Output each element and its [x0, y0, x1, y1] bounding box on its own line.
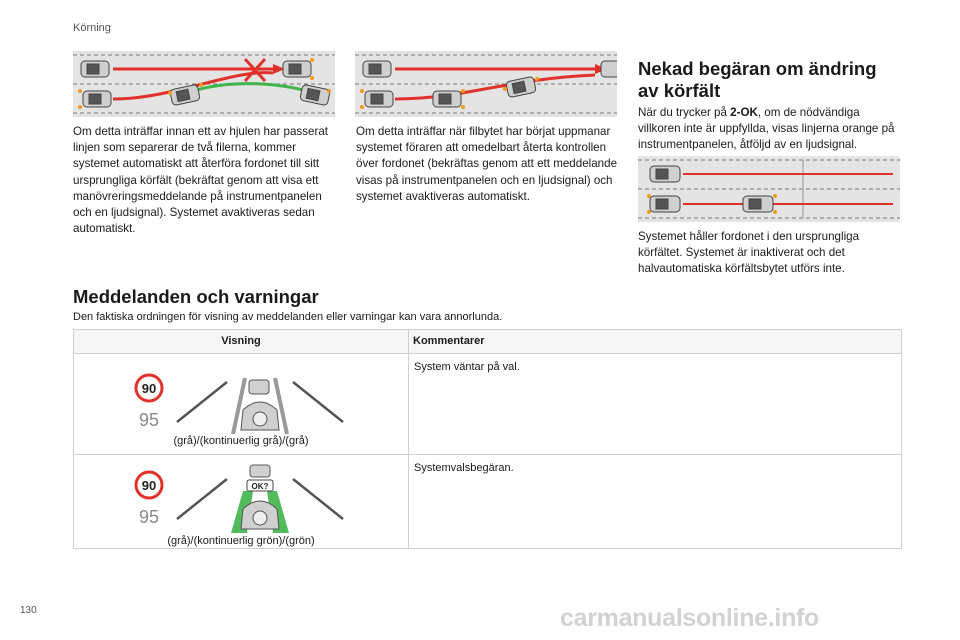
- car-icon: [650, 196, 680, 212]
- car-icon: [170, 84, 201, 105]
- car-icon: [365, 91, 393, 107]
- car-icon: [283, 61, 311, 77]
- page-number: 130: [20, 605, 37, 616]
- table-header-display: Visning: [74, 330, 408, 353]
- intro-text: När du trycker på: [638, 106, 731, 119]
- display-comment: Systemvalsbegäran.: [414, 462, 514, 474]
- ok-key-label: 2-OK: [730, 106, 758, 119]
- table-row: [74, 354, 901, 454]
- figure-driver-takeover: [355, 51, 617, 117]
- messages-subtitle: Den faktiska ordningen för visning av meddelanden eller varningar kan vara annorlunda.: [73, 311, 503, 323]
- table-header-comments: Kommentarer: [408, 330, 901, 353]
- lane-return-illustration: [73, 51, 335, 117]
- car-icon: [300, 84, 331, 105]
- car-icon: [743, 196, 773, 212]
- refused-lane-change-title: Nekad begäran om ändring av körfält: [638, 58, 877, 101]
- car-icon: [433, 91, 461, 107]
- figure-lane-return: [73, 51, 335, 117]
- car-rear-icon: [241, 380, 279, 430]
- display-caption: (grå)/(kontinuerlig grå)/(grå): [173, 435, 309, 447]
- section-label: Körning: [73, 22, 111, 34]
- lane-return-paragraph: Om detta inträffar innan ett av hjulen har passerat linjen som separerar de två filerna, kommer systemet automatiskt att återföra fordonet till sitt ursprungliga körfält (bekräftat genom att visa ett manövreringsmeddelande på instrumentpanelen och en ljudsignal). Systemet avaktiveras sedan automatiskt.: [73, 125, 328, 236]
- driver-takeover-illustration: [355, 51, 617, 117]
- car-icon: [601, 61, 617, 77]
- refused-lane-change-illustration: [638, 156, 900, 222]
- speed-limit-value: 90: [141, 478, 157, 493]
- car-icon: [506, 76, 537, 97]
- confirm-badge-label: OK?: [251, 482, 269, 491]
- current-speed-value: 95: [138, 410, 160, 430]
- car-icon: [83, 91, 111, 107]
- display-caption: (grå)/(kontinuerlig grön)/(grön): [167, 535, 315, 547]
- table-row: [74, 455, 901, 548]
- watermark: carmanualsonline.info: [560, 604, 820, 632]
- figure-refused-lane-change: [638, 156, 900, 222]
- current-speed-value: 95: [138, 507, 160, 527]
- lane-assist-display-green: [129, 461, 349, 541]
- messages-table: [73, 329, 902, 549]
- display-comment: System väntar på val.: [414, 361, 520, 373]
- refused-lane-change-result: Systemet håller fordonet i den ursprungliga körfältet. Systemet är inaktiverat och det halvautomatiska körfältsbytet utförs inte.: [638, 230, 860, 276]
- lane-assist-display-grey: [129, 364, 349, 444]
- car-icon: [81, 61, 109, 77]
- car-icon: [363, 61, 391, 77]
- car-icon: [650, 166, 680, 182]
- driver-takeover-paragraph: Om detta inträffar när filbytet har börjat uppmanar systemet föraren att omedelbart återta kontrollen över fordonet (bekräftas genom att ett meddelande visas på instrumentpanelen och en ljudsignal) och systemet avaktiveras automatiskt.: [356, 125, 618, 203]
- refused-lane-change-intro: [638, 105, 903, 154]
- intro-text-continued: , om de nödvändiga villkoren inte är uppfyllda, visas linjerna orange på instrumentpanelen, åtföljd av en ljudsignal.: [638, 106, 895, 152]
- speed-limit-value: 90: [141, 381, 157, 396]
- messages-title: Meddelanden och varningar: [73, 286, 319, 307]
